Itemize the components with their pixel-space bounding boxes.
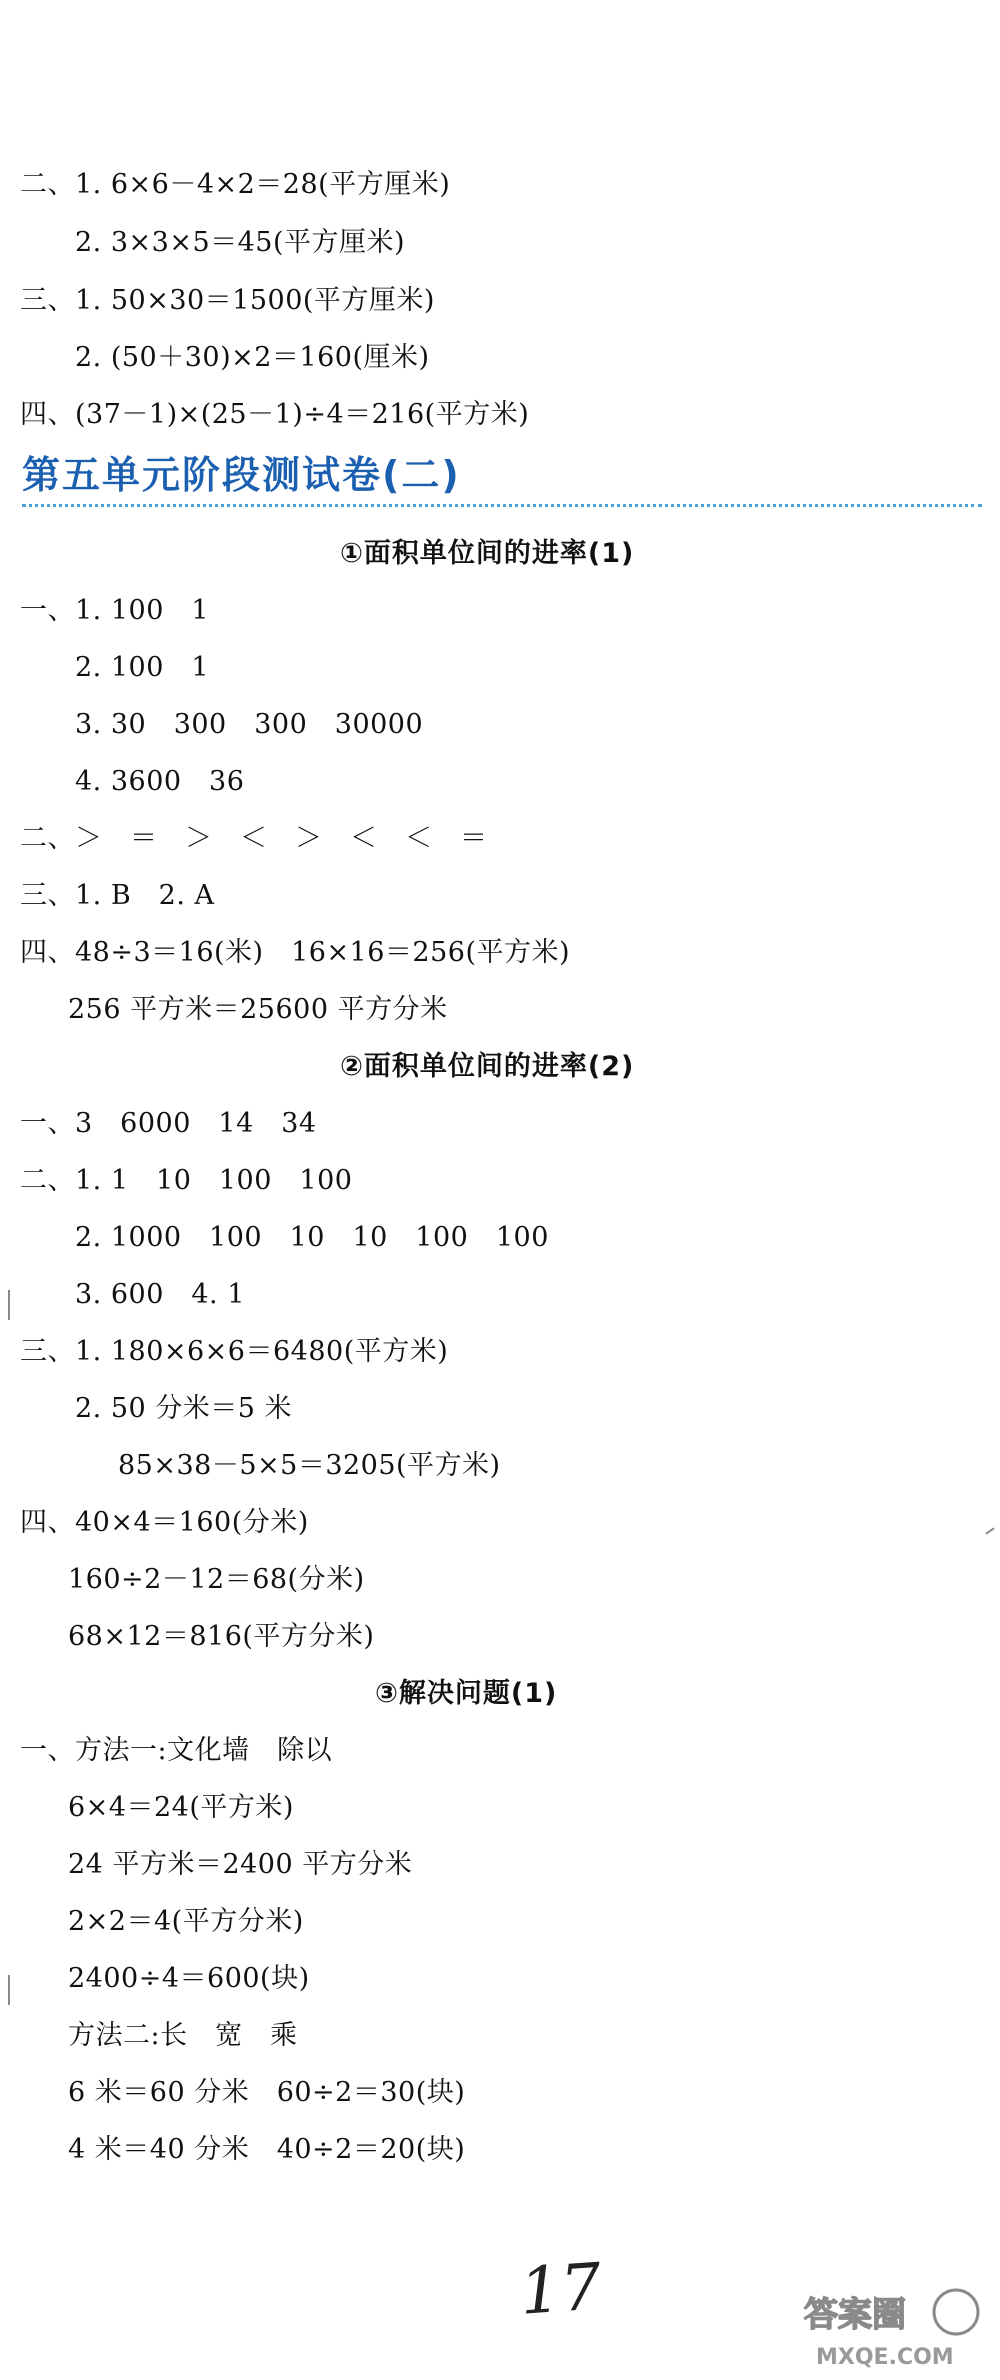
answer-text: 2. 1000 100 10 10 100 100 — [75, 1222, 549, 1253]
watermark-brand: 答案圈 — [804, 2295, 906, 2335]
answer-text: 1. 100 1 — [75, 595, 210, 626]
answer-line — [68, 1563, 365, 1597]
question-marker: 一、 — [20, 595, 75, 626]
answer-text: 1. 1 10 100 100 — [75, 1165, 353, 1196]
answer-line — [20, 879, 215, 913]
answer-text: 1. B 2. A — [75, 880, 215, 911]
question-marker: 三、 — [20, 880, 75, 911]
answer-line — [68, 1905, 304, 1939]
answer-line — [20, 284, 435, 318]
answer-text: 3. 30 300 300 30000 — [75, 709, 424, 740]
section-title: ③解决问题(1) — [375, 1678, 558, 1709]
answer-line — [20, 1335, 448, 1369]
answer-text: 1. 50×30＝1500(平方厘米) — [75, 285, 435, 316]
answer-text: 6 米＝60 分米 60÷2＝30(块) — [68, 2077, 466, 2108]
answer-text: 24 平方米＝2400 平方分米 — [68, 1849, 413, 1880]
answer-line — [75, 708, 423, 742]
answer-line — [20, 1506, 309, 1540]
answer-line — [75, 1392, 292, 1426]
answer-line — [20, 168, 450, 202]
answer-text: 2. 100 1 — [75, 652, 210, 683]
answer-text: 1. 180×6×6＝6480(平方米) — [75, 1336, 449, 1367]
answer-line — [20, 822, 488, 856]
section-title: ①面积单位间的进率(1) — [340, 538, 635, 569]
question-marker: 一、 — [20, 1108, 75, 1139]
answer-line — [118, 1449, 501, 1483]
answer-line — [20, 594, 209, 628]
question-marker: 三、 — [20, 285, 75, 316]
answer-text: 2. 50 分米＝5 米 — [75, 1393, 293, 1424]
unit-title: 第五单元阶段测试卷(二) — [22, 453, 461, 497]
answer-text: 160÷2－12＝68(分米) — [68, 1564, 365, 1595]
watermark-logo — [796, 2282, 986, 2372]
answer-text: 256 平方米＝25600 平方分米 — [68, 994, 448, 1025]
scan-mark — [8, 1975, 10, 2005]
answer-text: 方法一:文化墙 除以 — [75, 1735, 333, 1766]
answer-text: 4. 3600 36 — [75, 766, 245, 797]
question-marker: 二、 — [20, 823, 75, 854]
answer-line — [75, 1221, 549, 1255]
question-marker: 四、 — [20, 937, 75, 968]
answer-line — [20, 1734, 332, 1768]
scan-mark — [8, 1290, 10, 1320]
answer-text: ＞ ＝ ＞ ＜ ＞ ＜ ＜ ＝ — [75, 823, 488, 854]
answer-line — [20, 398, 529, 432]
answer-line — [75, 341, 430, 375]
answer-text: 48÷3＝16(米) 16×16＝256(平方米) — [75, 937, 571, 968]
question-marker: 二、 — [20, 1165, 75, 1196]
answer-text: 2. (50＋30)×2＝160(厘米) — [75, 342, 430, 373]
question-marker: 四、 — [20, 1507, 75, 1538]
answer-text: 3 6000 14 34 — [75, 1108, 317, 1139]
handwritten-page-number: 17 — [517, 2250, 604, 2330]
section-title: ②面积单位间的进率(2) — [340, 1051, 635, 1082]
answer-text: 2×2＝4(平方分米) — [68, 1906, 304, 1937]
question-marker: 一、 — [20, 1735, 75, 1766]
answer-text: 方法二:长 宽 乘 — [68, 2020, 298, 2051]
answer-text: 1. 6×6－4×2＝28(平方厘米) — [75, 169, 451, 200]
answer-line — [20, 1107, 317, 1141]
answer-line — [75, 1278, 245, 1312]
answer-text: 3. 600 4. 1 — [75, 1279, 245, 1310]
watermark-url: MXQE.COM — [816, 2345, 954, 2370]
question-marker: 二、 — [20, 169, 75, 200]
answer-text: 68×12＝816(平方分米) — [68, 1621, 375, 1652]
answer-line — [68, 1962, 310, 1996]
answer-line — [68, 1620, 374, 1654]
answer-line — [75, 651, 209, 685]
answer-line — [75, 226, 405, 260]
answer-text: 6×4＝24(平方米) — [68, 1792, 294, 1823]
answer-text: 4 米＝40 分米 40÷2＝20(块) — [68, 2134, 466, 2165]
answer-line — [68, 1848, 412, 1882]
answer-line — [68, 2019, 298, 2053]
question-marker: 四、 — [20, 399, 75, 430]
answer-text: 2400÷4＝600(块) — [68, 1963, 310, 1994]
answer-line — [20, 1164, 352, 1198]
answer-line — [68, 2076, 465, 2110]
answer-line — [68, 993, 448, 1027]
unit-title-rule — [22, 504, 982, 507]
answer-text: 2. 3×3×5＝45(平方厘米) — [75, 227, 406, 258]
answer-text: 40×4＝160(分米) — [75, 1507, 309, 1538]
answer-line — [75, 765, 244, 799]
answer-line — [20, 936, 570, 970]
watermark-graphic — [796, 2282, 986, 2372]
scan-mark — [985, 1527, 994, 1534]
answer-line — [68, 1791, 294, 1825]
answer-text: (37－1)×(25－1)÷4＝216(平方米) — [75, 399, 530, 430]
question-marker: 三、 — [20, 1336, 75, 1367]
answer-line — [68, 2133, 465, 2167]
answer-text: 85×38－5×5＝3205(平方米) — [118, 1450, 501, 1481]
